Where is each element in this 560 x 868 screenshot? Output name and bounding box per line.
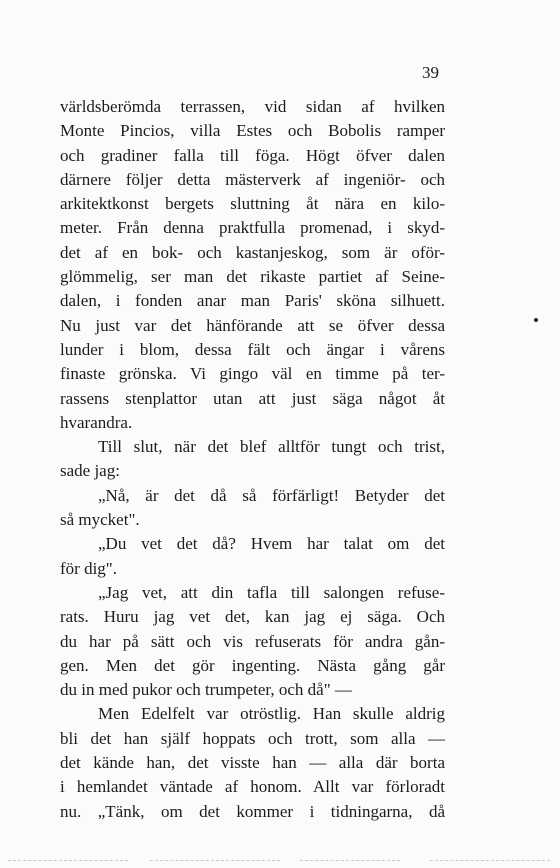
body-text [60, 95, 445, 824]
text-line: Men Edelfelt var otröstlig. Han skulle aldrig [98, 704, 445, 724]
text-line: „Du vet det då? Hvem har talat om det [98, 534, 445, 554]
ink-speck [534, 318, 538, 322]
text-line: du har på sätt och vis refuserats för andra gån- [60, 631, 445, 651]
text-line: du in med pukor och trumpeter, och då" — [60, 680, 352, 700]
text-line: finaste grönska. Vi gingo väl en timme på ter- [60, 364, 445, 384]
page-edge-rule [300, 860, 400, 862]
page-edge-rule [150, 860, 280, 862]
page-edge-rule [8, 860, 128, 862]
text-line: därnere följer detta mästerverk af ingeniör- och [60, 169, 445, 189]
page-edge-rule [430, 860, 550, 862]
text-line: Till slut, när det blef alltför tungt och trist, [98, 437, 445, 457]
text-line: arkitektkonst bergets sluttning åt nära en kilo- [60, 194, 445, 214]
text-line: bli det han själf hoppats och trott, som alla — [60, 728, 445, 748]
text-line: Nu just var det hänförande att se öfver dessa [60, 315, 445, 335]
text-line: „Nå, är det då så förfärligt! Betyder det [98, 485, 445, 505]
text-line: glömmelig, ser man det rikaste partiet af Seine- [60, 267, 445, 287]
text-line: gen. Men det gör ingenting. Nästa gång går [60, 655, 445, 675]
text-line: lunder i blom, dessa fält och ängar i vårens [60, 339, 445, 359]
text-line: världsberömda terrassen, vid sidan af hvilken [60, 97, 445, 116]
text-line: så mycket". [60, 510, 140, 530]
text-line: det af en bok- och kastanjeskog, som är oför- [60, 242, 445, 262]
text-line: nu. „Tänk, om det kommer i tidningarna, då [60, 801, 445, 821]
page-number: 39 [422, 63, 439, 82]
text-line: rassens stenplattor utan att just säga något åt [60, 388, 445, 408]
text-line: för dig". [60, 558, 117, 578]
text-line: meter. Från denna praktfulla promenad, i skyd- [60, 218, 445, 238]
text-line: Monte Pincios, villa Estes och Bobolis ramper [60, 121, 445, 141]
text-line: och gradiner falla till föga. Högt öfver dalen [60, 145, 445, 165]
text-line: rats. Huru jag vet det, kan jag ej säga. Och [60, 607, 445, 627]
text-line: dalen, i fonden anar man Paris' sköna silhuett. [60, 291, 445, 311]
text-line: det kände han, det visste han — alla där borta [60, 753, 445, 773]
text-line: sade jag: [60, 461, 120, 481]
text-line: „Jag vet, att din tafla till salongen refuse- [98, 582, 445, 602]
text-line: i hemlandet väntade af honom. Allt var förloradt [60, 777, 445, 797]
text-line: hvarandra. [60, 412, 133, 432]
